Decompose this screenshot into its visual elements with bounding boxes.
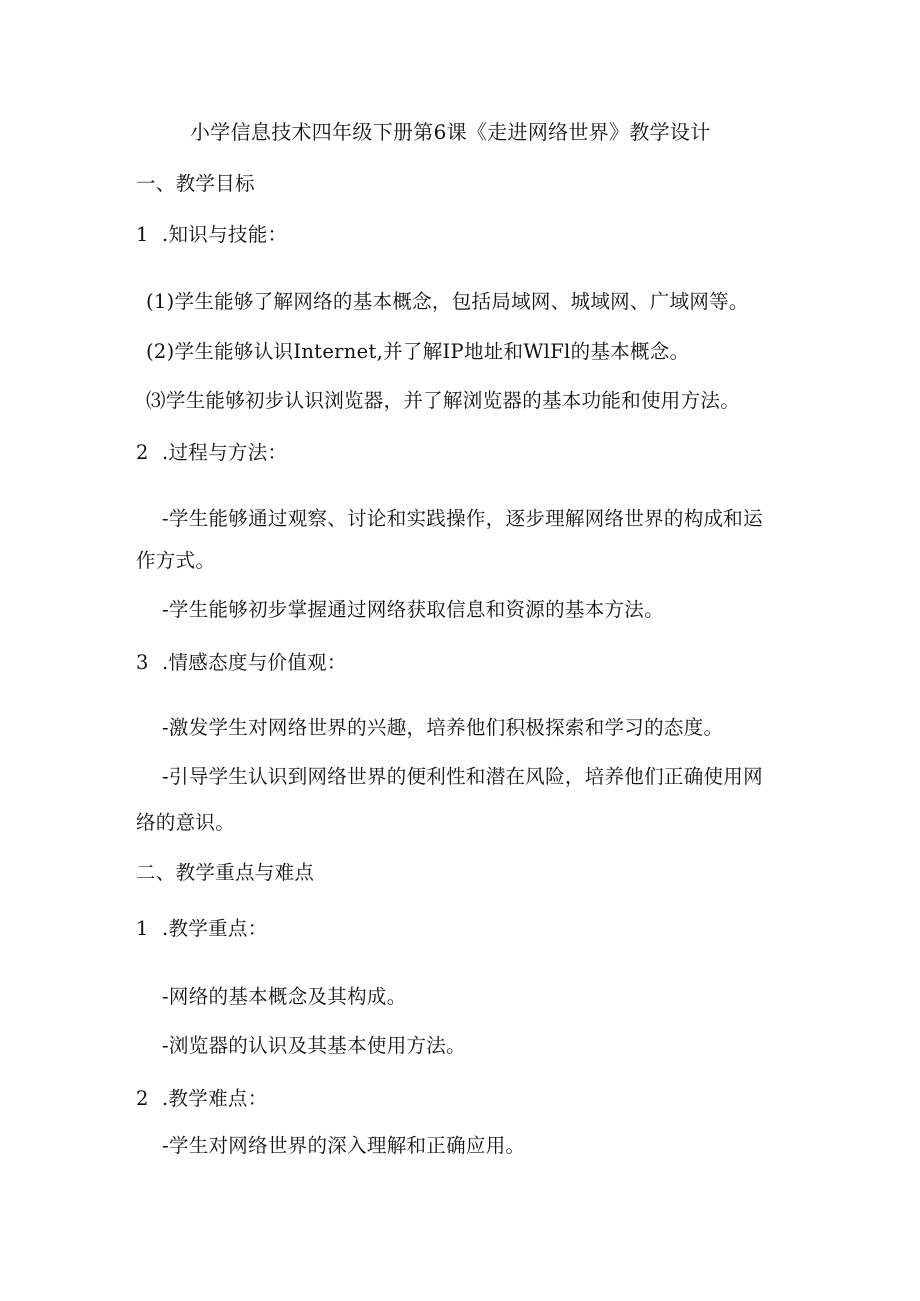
list-item: ⑶学生能够初步认识浏览器，并了解浏览器的基本功能和使用方法。	[146, 389, 741, 412]
section-heading-objectives: 一、教学目标	[136, 172, 255, 195]
subheading-knowledge-skills	[136, 223, 287, 247]
list-item: (1)学生能够了解网络的基本概念，包括局域网、城域网、广域网等。	[146, 290, 749, 313]
list-item: -学生能够初步掌握通过网络获取信息和资源的基本方法。	[162, 598, 664, 621]
section-heading-key-points: 二、教学重点与难点	[136, 861, 315, 884]
list-item: -网络的基本概念及其构成。	[162, 985, 407, 1008]
subheading-number: 2	[136, 441, 149, 464]
subheading-label: .情感态度与价值观：	[162, 651, 347, 674]
list-item: (2)学生能够认识Internet,并了解IP地址和WlFl的基本概念。	[146, 340, 690, 363]
list-item: -浏览器的认识及其基本使用方法。	[162, 1034, 466, 1057]
list-item-continuation: 作方式。	[136, 549, 216, 572]
subheading-label: .过程与方法：	[162, 441, 288, 464]
subheading-process-methods	[136, 441, 287, 465]
subheading-attitudes-values	[136, 651, 347, 675]
list-item: -引导学生认识到网络世界的便利性和潜在风险，培养他们正确使用网	[162, 765, 763, 788]
list-item: -学生能够通过观察、讨论和实践操作，逐步理解网络世界的构成和运	[162, 507, 763, 530]
subheading-key-points	[136, 917, 268, 941]
subheading-difficulties	[136, 1087, 268, 1111]
list-item: -学生对网络世界的深入理解和正确应用。	[162, 1134, 526, 1157]
subheading-number: 1	[136, 917, 149, 940]
subheading-label: .教学难点：	[162, 1087, 268, 1110]
subheading-label: .教学重点：	[162, 917, 268, 940]
list-item: -激发学生对网络世界的兴趣，培养他们积极探索和学习的态度。	[162, 716, 724, 739]
document-title: 小学信息技术四年级下册第6课《走进网络世界》教学设计	[190, 120, 711, 144]
subheading-number: 2	[136, 1087, 149, 1110]
subheading-number: 1	[136, 223, 149, 246]
subheading-number: 3	[136, 651, 149, 674]
list-item-continuation: 络的意识。	[136, 811, 236, 834]
subheading-label: .知识与技能：	[162, 223, 288, 246]
